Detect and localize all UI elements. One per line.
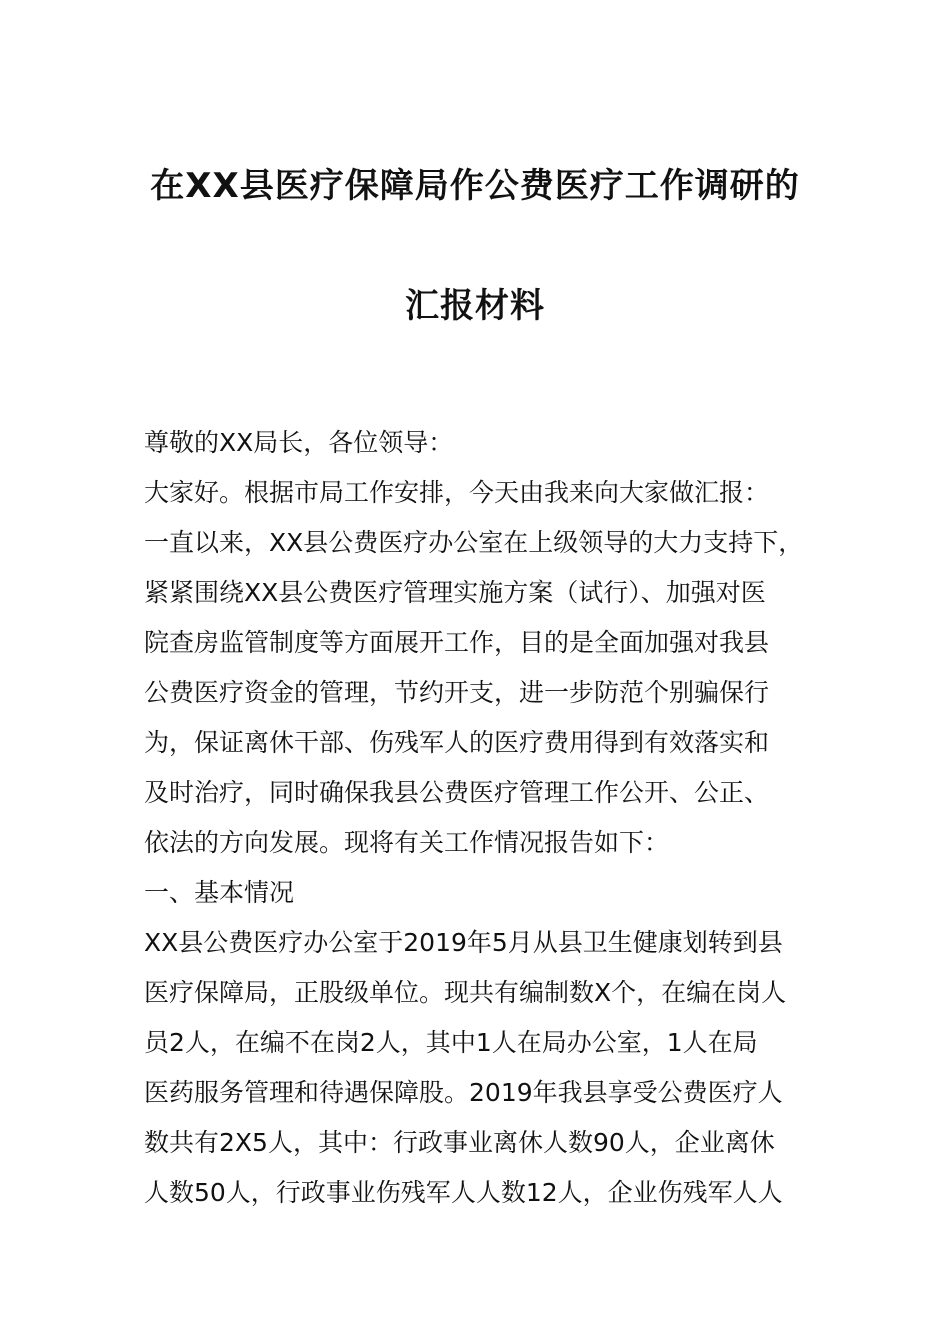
paragraph-line: 紧紧围绕XX县公费医疗管理实施方案（试行）、加强对医 xyxy=(144,578,766,607)
document-title-line-1: 在XX县医疗保障局作公费医疗工作调研的 xyxy=(150,166,800,206)
paragraph-line: 数共有2X5人，其中：行政事业离休人数90人，企业离休 xyxy=(144,1128,775,1157)
greeting-line: 大家好。根据市局工作安排，今天由我来向大家做汇报： xyxy=(144,478,770,507)
section-heading: 一、基本情况 xyxy=(144,878,295,907)
paragraph-line: 人数50人，行政事业伤残军人人数12人，企业伤残军人人 xyxy=(144,1178,783,1207)
paragraph-line: 院查房监管制度等方面展开工作，目的是全面加强对我县 xyxy=(144,628,770,657)
paragraph-line: 依法的方向发展。现将有关工作情况报告如下： xyxy=(144,828,670,857)
paragraph-line: 医药服务管理和待遇保障股。2019年我县享受公费医疗人 xyxy=(144,1078,783,1107)
paragraph-line: 一直以来，XX县公费医疗办公室在上级领导的大力支持下， xyxy=(144,528,804,557)
paragraph-line: XX县公费医疗办公室于2019年5月从县卫生健康划转到县 xyxy=(144,928,783,957)
paragraph-line: 员2人，在编不在岗2人，其中1人在局办公室，1人在局 xyxy=(144,1028,758,1057)
paragraph-line: 为，保证离休干部、伤残军人的医疗费用得到有效落实和 xyxy=(144,728,770,757)
paragraph-line: 及时治疗，同时确保我县公费医疗管理工作公开、公正、 xyxy=(144,778,770,807)
paragraph-line: 公费医疗资金的管理，节约开支，进一步防范个别骗保行 xyxy=(144,678,770,707)
document-body xyxy=(144,418,834,1218)
salutation: 尊敬的XX局长，各位领导： xyxy=(144,428,454,457)
paragraph-line: 医疗保障局，正股级单位。现共有编制数X个，在编在岗人 xyxy=(144,978,787,1007)
document-title-line-2: 汇报材料 xyxy=(405,286,545,326)
